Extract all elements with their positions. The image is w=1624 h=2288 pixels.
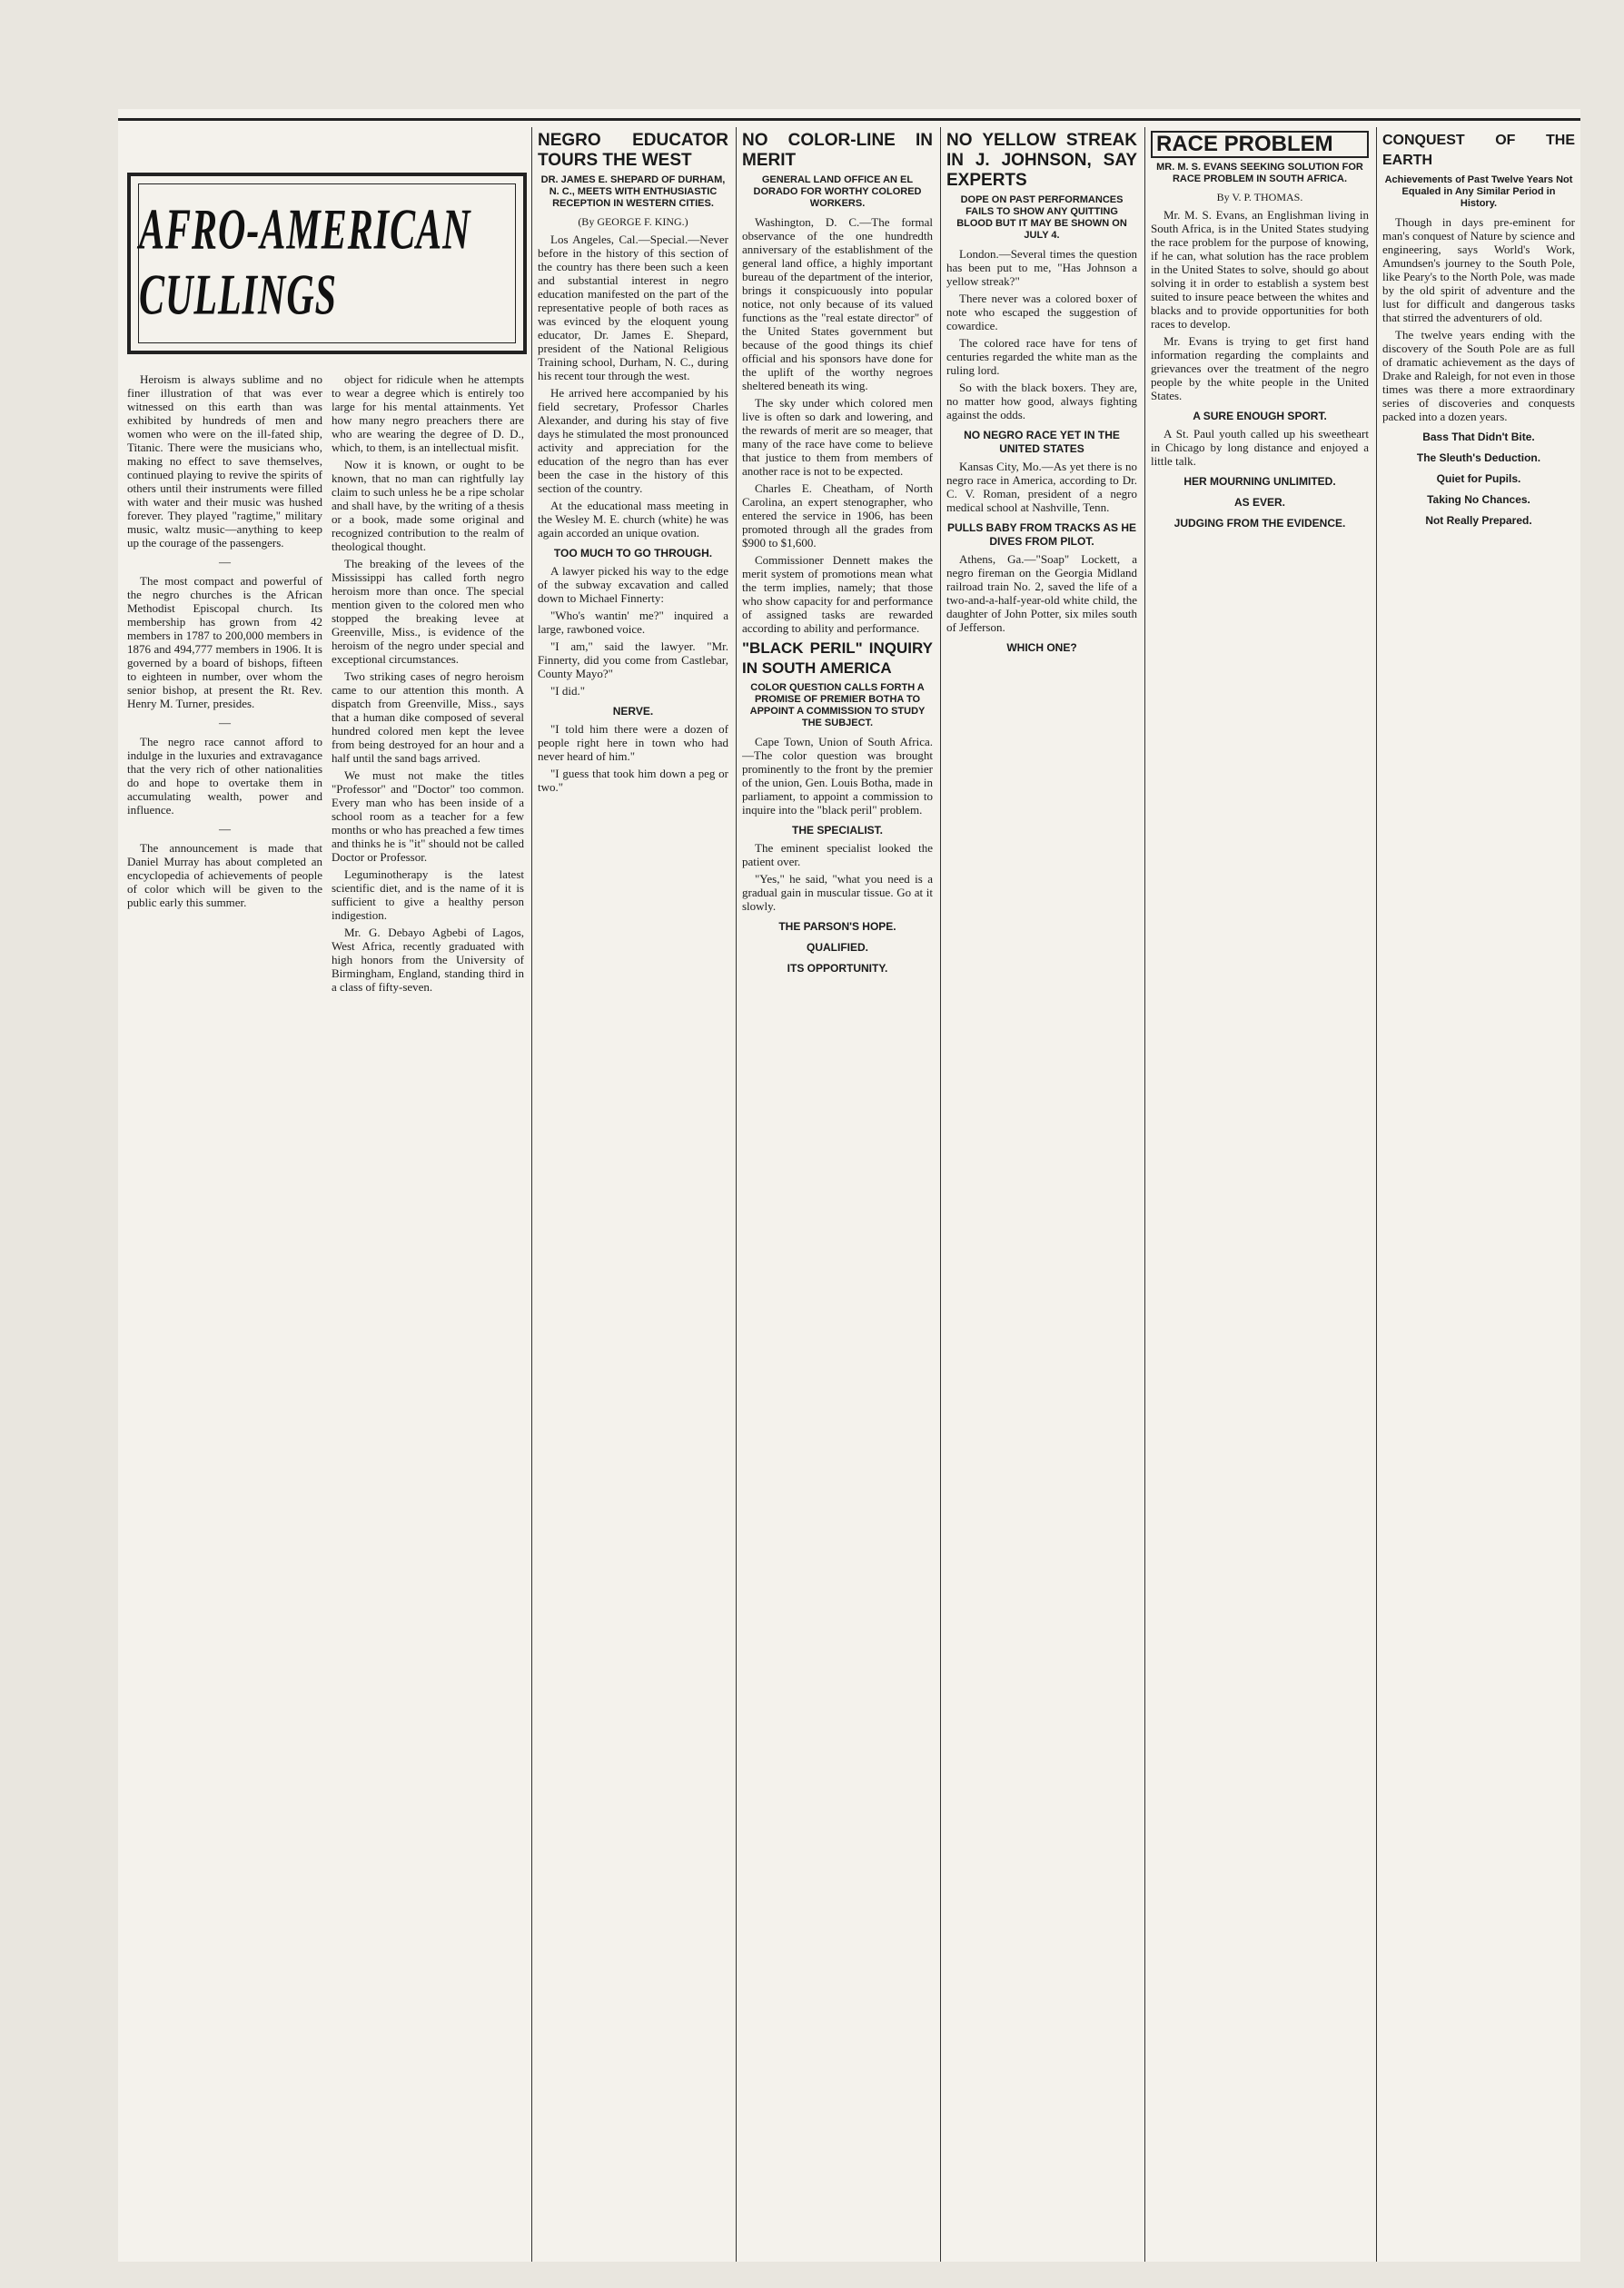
article-paragraph: A lawyer picked his way to the edge of the subway excavation and called down to Michael Finnerty:	[538, 564, 728, 605]
article-paragraph: Heroism is always sublime and no finer illustration of that was ever witnessed on this earth than was exhibited by hundreds of men and women who were on the ill-fated ship, Titanic. There were the musicians who, making no effect to save themselves, continued playing to revive the spirits of others until their instruments were filled with water and their music was hushed forever. They played "ragtime," military music, waltz music—anything to keep up the courage of the passengers.	[127, 372, 322, 550]
article-paragraph: object for ridicule when he attempts to wear a degree which is entirely too large for his mental attainments. Yet how many negro preachers there are who are wearing the degree of D. D., which, to them, is an intellectual misfit.	[332, 372, 524, 454]
article-paragraph: Athens, Ga.—"Soap" Lockett, a negro fireman on the Georgia Midland railroad train No. 2, saved the life of a two-and-a-half-year-old white child, the daughter of John Potter, six miles south of Jefferson.	[946, 552, 1137, 634]
article-paragraph: Mr. M. S. Evans, an Englishman living in South Africa, is in the United States studying the race problem for the purpose of knowing, if he can, what solution has the race problem in the United States to solve, should go about solving it in order to establish a system best suited to insure peace between the whites and blacks and to provide opportunities for both races to develop.	[1151, 208, 1369, 331]
column-4	[742, 129, 933, 2262]
masthead-title: AFRO-AMERICAN CULLINGS	[139, 199, 471, 328]
article-headline: NO YELLOW STREAK IN J. JOHNSON, SAY EXPERTS	[946, 131, 1137, 190]
column-divider	[940, 127, 941, 2262]
article-headline: RACE PROBLEM	[1151, 131, 1369, 158]
article-paragraph: The sky under which colored men live is often so dark and lowering, and the rewards of merit are so meager, that many of the race have come to believe that justice to them from members of another race is not to be expected.	[742, 396, 933, 478]
article-paragraph: At the educational mass meeting in the Wesley M. E. church (white) he was again accorded an unique ovation.	[538, 499, 728, 540]
article-paragraph: "Who's wantin' me?" inquired a large, rawboned voice.	[538, 609, 728, 636]
article-paragraph: Though in days pre-eminent for man's conquest of Nature by science and engineering, says World's Work, Amundsen's journey to the South Pole, like Peary's to the North Pole, was made by the old spirit of adventure and the lust for difficult and dangerous tasks that stirred the adventurers of old.	[1382, 215, 1575, 324]
article-paragraph: The colored race have for tens of centuries regarded the white man as the ruling lord.	[946, 336, 1137, 377]
article-paragraph: The breaking of the levees of the Mississippi has called forth negro heroism more than once. The special mention given to the colored men who stopped the breaking levee at Greenville, Miss., is evidence of the heroism of the negro under special and exceptional circumstances.	[332, 557, 524, 666]
article-paragraph: We must not make the titles "Professor" and "Doctor" too common. Every man who has been inside of a school room as a teacher for a few months or who has preached a few times and thinks he is "it" should not be called Doctor or Professor.	[332, 768, 524, 864]
article-paragraph: Los Angeles, Cal.—Special.—Never before in the history of this section of the country has there been such a keen and substantial interest in negro education manifested on the part of the representative people of both races as was evinced by the eloquent young educator, Dr. James E. Shepard, president of the National Religious Training school, Durham, N. C., during his recent tour through the west.	[538, 233, 728, 382]
article-subhead: GENERAL LAND OFFICE AN EL DORADO FOR WORTHY COLORED WORKERS.	[753, 174, 922, 209]
article-headline: QUALIFIED.	[807, 941, 868, 954]
article-paragraph: A St. Paul youth called up his sweetheart in Chicago by long distance and enjoyed a little talk.	[1151, 427, 1369, 468]
article-headline: NO COLOR-LINE IN MERIT	[742, 131, 933, 170]
column-6	[1151, 129, 1369, 2262]
column-divider	[531, 127, 532, 2262]
article-paragraph: Mr. Evans is trying to get first hand information regarding the complaints and grievances over the treatment of the negro people by the white people in the United States.	[1151, 334, 1369, 402]
column-7	[1382, 129, 1575, 2262]
column-divider	[736, 127, 737, 2262]
newspaper-page	[118, 109, 1580, 2262]
column-3	[538, 129, 728, 2262]
article-headline: "BLACK PERIL" INQUIRY IN SOUTH AMERICA	[742, 639, 933, 677]
article-headline: Not Really Prepared.	[1425, 514, 1532, 527]
article-paragraph: So with the black boxers. They are, no matter how good, always fighting against the odds.	[946, 381, 1137, 421]
article-subhead: COLOR QUESTION CALLS FORTH A PROMISE OF PREMIER BOTHA TO APPOINT A COMMISSION TO STUDY THE SUBJECT.	[749, 682, 926, 728]
column-2	[332, 372, 524, 2262]
article-paragraph: He arrived here accompanied by his field secretary, Professor Charles Alexander, and during his stay of five days he stimulated the most pronounced activity and appreciation for the education of the negro than has ever been the case in the history of this section of the country.	[538, 386, 728, 495]
article-subhead: MR. M. S. EVANS SEEKING SOLUTION FOR RACE PROBLEM IN SOUTH AFRICA.	[1156, 162, 1363, 184]
article-headline: WHICH ONE?	[1006, 641, 1077, 654]
article-paragraph: "I told him there were a dozen of people right here in town who had never heard of him."	[538, 722, 728, 763]
article-paragraph: Leguminotherapy is the latest scientific diet, and is the name of it is sufficient to give a healthy person indigestion.	[332, 867, 524, 922]
article-paragraph: "I guess that took him down a peg or two."	[538, 767, 728, 794]
article-headline: Taking No Chances.	[1427, 493, 1530, 506]
article-paragraph: The negro race cannot afford to indulge in the luxuries and extravagance that the very rich of other nationalities do and hope to overtake them in accumulating wealth, power and influence.	[127, 735, 322, 817]
article-paragraph: Cape Town, Union of South Africa.—The color question was brought prominently to the front by the premier of the union, Gen. Louis Botha, made in parliament, to appoint a commission to inquire into the "black peril" problem.	[742, 735, 933, 817]
article-subhead: DOPE ON PAST PERFORMANCES FAILS TO SHOW ANY QUITTING BLOOD BUT IT MAY BE SHOWN ON JULY 4.	[956, 194, 1127, 241]
column-5	[946, 129, 1137, 2262]
article-headline: JUDGING FROM THE EVIDENCE.	[1173, 517, 1346, 530]
article-headline: NERVE.	[612, 705, 654, 718]
article-byline: By V. P. THOMAS.	[1216, 191, 1303, 203]
article-paragraph: Charles E. Cheatham, of North Carolina, an expert stenographer, who entered the service in 1906, has been promoted through all the grades from $900 to $1,600.	[742, 481, 933, 550]
article-paragraph: The eminent specialist looked the patient over.	[742, 841, 933, 868]
article-paragraph: Two striking cases of negro heroism came to our attention this month. A dispatch from Greenville, Miss., says that a human dike composed of several hundred colored men kept the levee from being destroyed for an hour and a half until the sand bags arrived.	[332, 669, 524, 765]
article-paragraph: The twelve years ending with the discovery of the South Pole are as full of dramatic achievement as the days of Drake and Raleigh, for not even in those times was there a more extraordinary series of discoveries and conquests packed into a dozen years.	[1382, 328, 1575, 423]
section-masthead	[127, 173, 527, 354]
article-paragraph: London.—Several times the question has been put to me, "Has Johnson a yellow streak?"	[946, 247, 1137, 288]
article-paragraph: There never was a colored boxer of note who escaped the suggestion of cowardice.	[946, 292, 1137, 332]
article-paragraph: Kansas City, Mo.—As yet there is no negro race in America, according to Dr. C. V. Roman, president of a negro medical school at Nashville, Tenn.	[946, 460, 1137, 514]
article-subhead: DR. JAMES E. SHEPARD OF DURHAM, N. C., MEETS WITH ENTHUSIASTIC RECEPTION IN WESTERN CITIES.	[540, 174, 726, 209]
column-1: Heroism is always sublime and no finer illustration of that was ever witnessed on this earth than was exhibited by hundreds of men and women who were on the ill-fated ship, Titanic. There were the musicians who, making no effect to save themselves, continued playing to revive the spirits of others until their instruments were filled with water and their music was hushed forever. They played "ragtime," military music, waltz music—anything to keep up the courage of the passengers. — The most compact and powerful of the negro churches is the African Methodist Episcopal church. Its membership has grown from 42 members in 1787 to 200,000 members in 1876 and 494,777 members in 1906. It is governed by a board of bishops, fifteen to eighteen in number, over whom the senior bishop, at present the Rt. Rev. Henry M. Turner, presides. — The negro race cannot afford to indulge in the luxuries and extravagance that the very rich of other nationalities do and hope to overtake them in accumulating wealth, power and influence. — The announcement is made that Daniel Murray has about completed an encyclopedia of achievements of people of color which will be given to the public early this summer.	[127, 372, 322, 909]
article-headline: ITS OPPORTUNITY.	[787, 962, 888, 975]
article-headline: PULLS BABY FROM TRACKS AS HE DIVES FROM PILOT.	[946, 521, 1136, 548]
article-paragraph: The most compact and powerful of the negro churches is the African Methodist Episcopal church. Its membership has grown from 42 members in 1787 to 200,000 members in 1876 and 494,777 members in 1906. It is governed by a board of bishops, fifteen to eighteen in number, over whom the senior bishop, at present the Rt. Rev. Henry M. Turner, presides.	[127, 574, 322, 710]
article-headline: Bass That Didn't Bite.	[1422, 431, 1535, 443]
column-divider	[1376, 127, 1377, 2262]
article-headline: Quiet for Pupils.	[1436, 472, 1521, 485]
column-divider	[1144, 127, 1145, 2262]
article-paragraph: "I am," said the lawyer. "Mr. Finnerty, did you come from Castlebar, County Mayo?"	[538, 639, 728, 680]
article-headline: THE SPECIALIST.	[791, 824, 883, 837]
article-headline: HER MOURNING UNLIMITED.	[1183, 475, 1336, 488]
article-headline: CONQUEST OF THE EARTH	[1382, 133, 1575, 168]
article-paragraph: "I did."	[550, 684, 586, 698]
article-paragraph: "Yes," he said, "what you need is a gradual gain in muscular tissue. Go at it slowly.	[742, 872, 933, 913]
article-headline: NO NEGRO RACE YET IN THE UNITED STATES	[964, 429, 1120, 455]
article-headline: The Sleuth's Deduction.	[1416, 451, 1541, 464]
article-subhead: Achievements of Past Twelve Years Not Equaled in Any Similar Period in History.	[1384, 174, 1573, 209]
article-paragraph: Washington, D. C.—The formal observance of the one hundredth anniversary of the establishment of the general land office, a highly important bureau of the department of the interior, brings it conspicuously into popular notice, not only because of its valued functions as the "real estate director" of the United States government but because of the good things its chief official and his sponsors have done for the uplift of the worthy negroes sheltered beneath its wing.	[742, 215, 933, 392]
article-headline: AS EVER.	[1233, 496, 1285, 509]
top-rule	[118, 118, 1580, 121]
article-headline: THE PARSON'S HOPE.	[778, 920, 896, 933]
article-headline: A SURE ENOUGH SPORT.	[1193, 410, 1327, 422]
article-headline: TOO MUCH TO GO THROUGH.	[553, 547, 713, 560]
article-byline: (By GEORGE F. KING.)	[578, 215, 688, 228]
article-paragraph: Mr. G. Debayo Agbebi of Lagos, West Africa, recently graduated with high honors from the University of Birmingham, England, standing third in a class of fifty-seven.	[332, 926, 524, 994]
article-paragraph: Commissioner Dennett makes the merit system of promotions mean what the term implies, namely; that those who show capacity for and performance of assigned tasks are rewarded according to ability and performance.	[742, 553, 933, 635]
article-paragraph: The announcement is made that Daniel Murray has about completed an encyclopedia of achievements of people of color which will be given to the public early this summer.	[127, 841, 322, 909]
article-paragraph: Now it is known, or ought to be known, that no man can rightfully lay claim to such unless he be a ripe scholar and shall have, by the writing of a thesis or a book, made some original and recognized contribution to the realm of theological thought.	[332, 458, 524, 553]
article-headline: NEGRO EDUCATOR TOURS THE WEST	[538, 131, 728, 170]
